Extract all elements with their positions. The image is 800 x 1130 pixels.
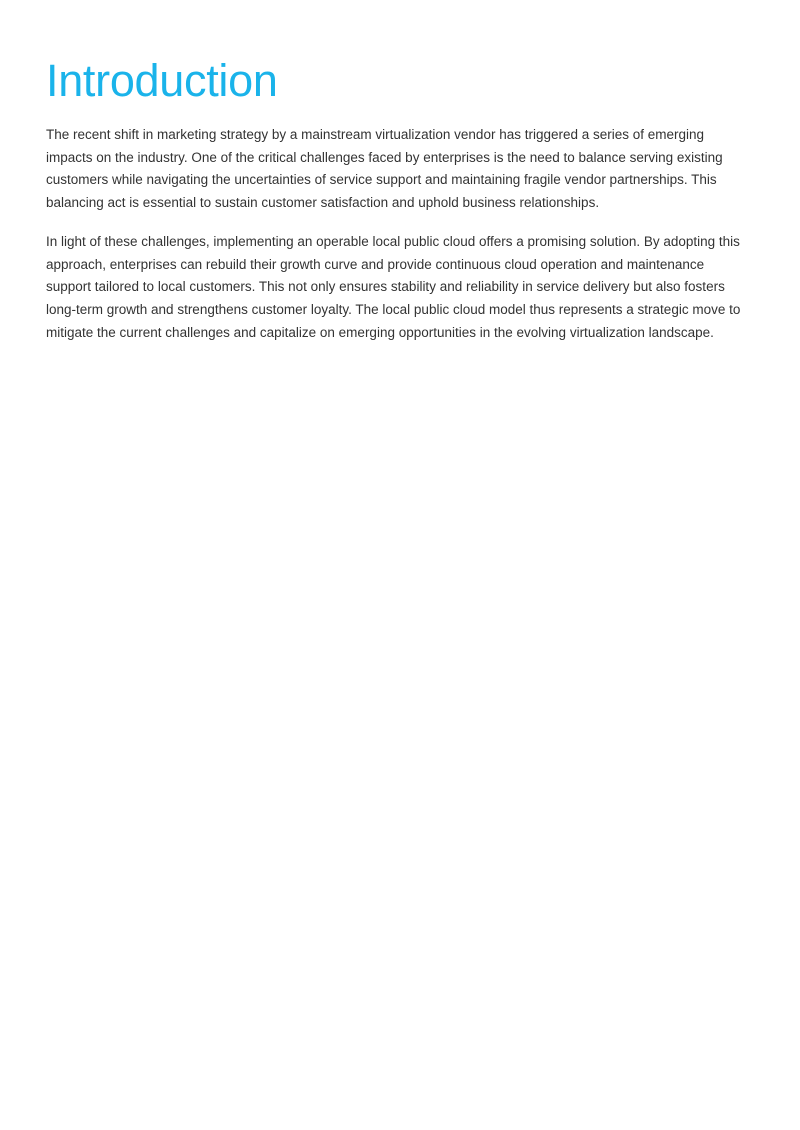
intro-paragraph-1: The recent shift in marketing strategy by a mainstream virtualization vendor has triggered a series of emerging impacts on the industry. One of the critical challenges faced by enterprises is the need to balance serving existing customers while navigating the uncertainties of service support and maintaining fragile vendor partnerships. This balancing act is essential to sustain customer satisfaction and uphold business relationships.	[46, 127, 723, 211]
section-heading: Introduction	[46, 55, 278, 106]
intro-paragraph-2: In light of these challenges, implementing an operable local public cloud offers a promising solution. By adopting this approach, enterprises can rebuild their growth curve and provide continuous cloud operation and maintenance support tailored to local customers. This not only ensures stability and reliability in service delivery but also fosters long-term growth and strengthens customer loyalty. The local public cloud model thus represents a strategic move to mitigate the current challenges and capitalize on emerging opportunities in the evolving virtualization landscape.	[46, 233, 741, 340]
document-content	[46, 54, 746, 360]
